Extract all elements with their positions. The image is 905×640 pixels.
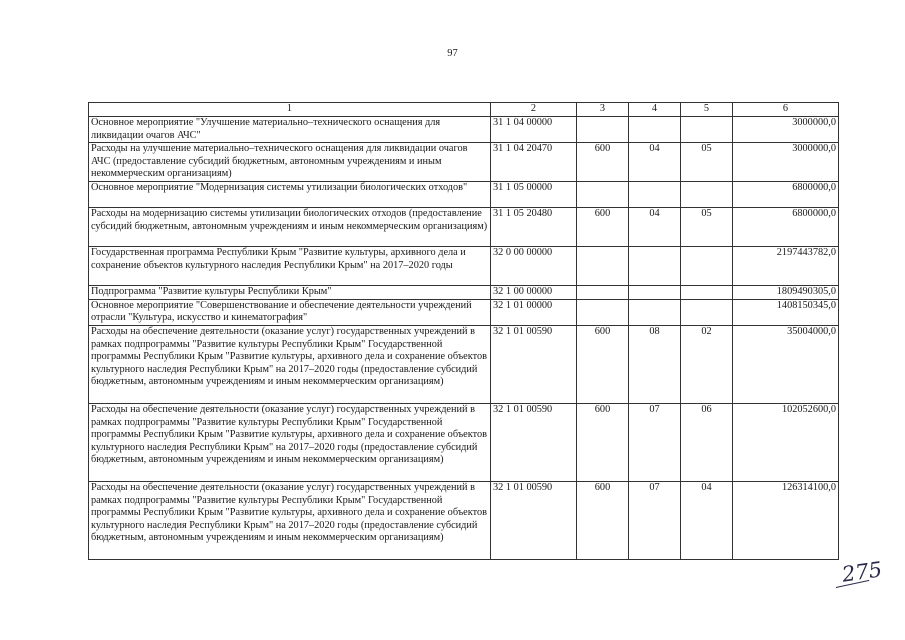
subsection-cell: 05 <box>681 143 733 182</box>
amount-cell: 1809490305,0 <box>733 286 839 300</box>
table-row <box>89 247 839 286</box>
expense-name-cell: Подпрограмма "Развитие культуры Республики Крым" <box>89 286 491 300</box>
table-row <box>89 403 839 481</box>
subsection-cell <box>681 286 733 300</box>
target-article-code-cell: 32 1 00 00000 <box>491 286 577 300</box>
expense-type-cell: 600 <box>577 481 629 559</box>
target-article-code-cell: 31 1 04 20470 <box>491 143 577 182</box>
table-row <box>89 481 839 559</box>
amount-cell: 102052600,0 <box>733 403 839 481</box>
amount-cell: 6800000,0 <box>733 208 839 247</box>
handwritten-note-text: 275 <box>840 557 884 587</box>
column-header: 5 <box>681 103 733 117</box>
section-cell: 08 <box>629 325 681 403</box>
target-article-code-cell: 31 1 04 00000 <box>491 117 577 143</box>
target-article-code-cell: 32 0 00 00000 <box>491 247 577 286</box>
expense-name-cell: Основное мероприятие "Улучшение материально–технического оснащения для ликвидации очагов АЧС" <box>89 117 491 143</box>
expense-type-cell: 600 <box>577 325 629 403</box>
amount-cell: 1408150345,0 <box>733 299 839 325</box>
subsection-cell: 05 <box>681 208 733 247</box>
table-row <box>89 143 839 182</box>
amount-cell: 35004000,0 <box>733 325 839 403</box>
expense-name-cell: Расходы на улучшение материально–технического оснащения для ликвидации очагов АЧС (предоставление субсидий бюджетным, автономным учреждениям и иным некоммерческим организациям) <box>89 143 491 182</box>
subsection-cell: 02 <box>681 325 733 403</box>
expense-type-cell: 600 <box>577 208 629 247</box>
amount-cell: 6800000,0 <box>733 182 839 208</box>
section-cell <box>629 299 681 325</box>
expense-type-cell <box>577 247 629 286</box>
section-cell <box>629 286 681 300</box>
section-cell <box>629 247 681 286</box>
column-header: 1 <box>89 103 491 117</box>
target-article-code-cell: 31 1 05 20480 <box>491 208 577 247</box>
subsection-cell <box>681 117 733 143</box>
expense-name-cell: Основное мероприятие "Совершенствование и обеспечение деятельности учреждений отрасли "Культура, искусство и кинематография" <box>89 299 491 325</box>
expense-type-cell <box>577 117 629 143</box>
column-header: 4 <box>629 103 681 117</box>
section-cell: 07 <box>629 403 681 481</box>
table-row <box>89 117 839 143</box>
amount-cell: 3000000,0 <box>733 117 839 143</box>
target-article-code-cell: 32 1 01 00590 <box>491 481 577 559</box>
amount-cell: 2197443782,0 <box>733 247 839 286</box>
table-row <box>89 299 839 325</box>
section-cell: 04 <box>629 143 681 182</box>
expense-name-cell: Расходы на обеспечение деятельности (оказание услуг) государственных учреждений в рамках подпрограммы "Развитие культуры Республики Крым" Государственной программы Республики Крым "Развитие культуры, архивного дела и сохранение объектов культурного наследия Республики Крым" на 2017–2020 годы (предоставление субсидий бюджетным, автономным учреждениям и иным некоммерческим организациям) <box>89 325 491 403</box>
expense-name-cell: Государственная программа Республики Крым "Развитие культуры, архивного дела и сохранение объектов культурного наследия Республики Крым" на 2017–2020 годы <box>89 247 491 286</box>
expense-name-cell: Расходы на обеспечение деятельности (оказание услуг) государственных учреждений в рамках подпрограммы "Развитие культуры Республики Крым" Государственной программы Республики Крым "Развитие культуры, архивного дела и сохранение объектов культурного наследия Республики Крым" на 2017–2020 годы (предоставление субсидий бюджетным, автономным учреждениям и иным некоммерческим организациям) <box>89 403 491 481</box>
expense-type-cell: 600 <box>577 403 629 481</box>
table-row <box>89 325 839 403</box>
table-row <box>89 182 839 208</box>
handwritten-page-note <box>841 557 884 586</box>
expense-type-cell <box>577 299 629 325</box>
expense-name-cell: Основное мероприятие "Модернизация системы утилизации биологических отходов" <box>89 182 491 208</box>
amount-cell: 3000000,0 <box>733 143 839 182</box>
amount-cell: 126314100,0 <box>733 481 839 559</box>
column-header: 2 <box>491 103 577 117</box>
target-article-code-cell: 32 1 01 00000 <box>491 299 577 325</box>
target-article-code-cell: 32 1 01 00590 <box>491 403 577 481</box>
expense-type-cell <box>577 286 629 300</box>
section-cell: 07 <box>629 481 681 559</box>
column-header: 6 <box>733 103 839 117</box>
section-cell <box>629 182 681 208</box>
expense-type-cell: 600 <box>577 143 629 182</box>
expense-type-cell <box>577 182 629 208</box>
target-article-code-cell: 32 1 01 00590 <box>491 325 577 403</box>
subsection-cell: 06 <box>681 403 733 481</box>
header-row <box>89 103 839 117</box>
subsection-cell <box>681 182 733 208</box>
section-cell <box>629 117 681 143</box>
budget-table <box>88 102 839 560</box>
subsection-cell: 04 <box>681 481 733 559</box>
page-number: 97 <box>447 48 458 59</box>
subsection-cell <box>681 299 733 325</box>
table-row <box>89 286 839 300</box>
expense-name-cell: Расходы на обеспечение деятельности (оказание услуг) государственных учреждений в рамках подпрограммы "Развитие культуры Республики Крым" Государственной программы Республики Крым "Развитие культуры, архивного дела и сохранение объектов культурного наследия Республики Крым" на 2017–2020 годы (предоставление субсидий бюджетным, автономным учреждениям и иным некоммерческим организациям) <box>89 481 491 559</box>
target-article-code-cell: 31 1 05 00000 <box>491 182 577 208</box>
table-row <box>89 208 839 247</box>
expense-name-cell: Расходы на модернизацию системы утилизации биологических отходов (предоставление субсидий бюджетным, автономным учреждениям и иным некоммерческим организациям) <box>89 208 491 247</box>
column-header: 3 <box>577 103 629 117</box>
section-cell: 04 <box>629 208 681 247</box>
subsection-cell <box>681 247 733 286</box>
